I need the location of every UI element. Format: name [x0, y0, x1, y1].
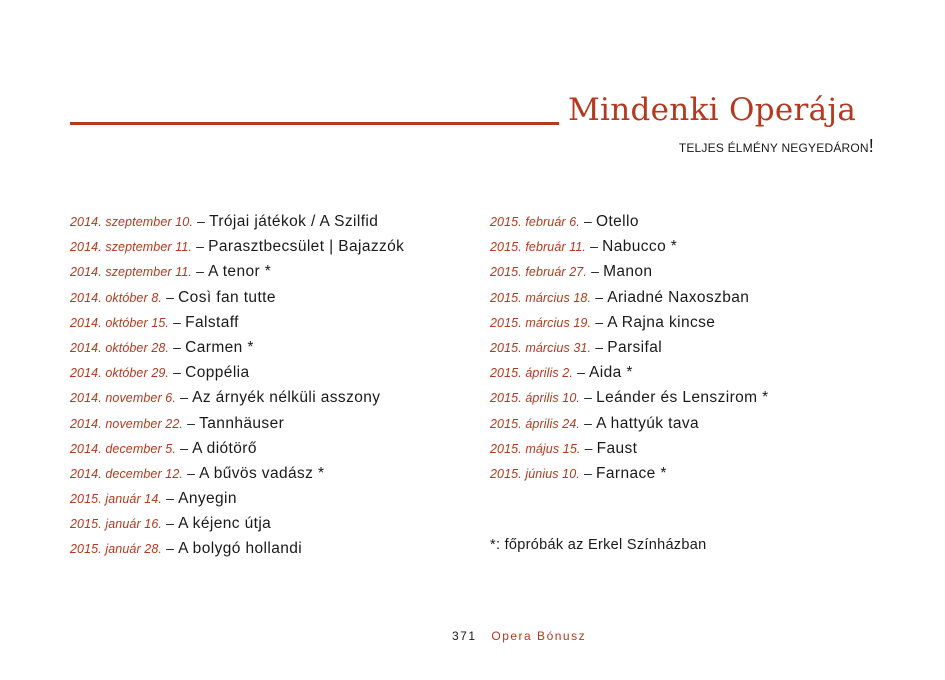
separator-dash: –	[166, 515, 174, 532]
separator-dash: –	[584, 414, 592, 431]
performance-title: Nabucco *	[602, 238, 678, 256]
performance-date: 2014. szeptember 10.	[70, 215, 193, 229]
performance-title: Tannhäuser	[199, 414, 285, 432]
schedule-item	[490, 236, 769, 261]
performance-date: 2014. szeptember 11.	[70, 240, 192, 255]
schedule-item	[70, 337, 404, 362]
performance-date: 2015. január 14.	[70, 492, 162, 507]
separator-dash: –	[595, 288, 604, 305]
performance-date: 2014. október 28.	[70, 340, 169, 355]
schedule-item	[70, 236, 404, 261]
performance-title: Falstaff	[185, 313, 239, 331]
schedule-item	[70, 438, 404, 463]
performance-title: A hattyúk tava	[596, 414, 700, 432]
separator-dash: –	[595, 313, 604, 330]
schedule-item	[490, 362, 769, 387]
performance-title: Farnace *	[596, 464, 667, 482]
separator-dash: –	[577, 364, 585, 381]
performance-title: Ariadné Naxoszban	[607, 288, 750, 306]
performance-title: Aida *	[589, 364, 633, 382]
performance-date: 2015. január 16.	[70, 517, 162, 532]
performance-date: 2014. szeptember 11.	[70, 265, 192, 280]
separator-dash: –	[196, 238, 204, 255]
performance-title: Az árnyék nélküli asszony	[192, 389, 381, 407]
separator-dash: –	[595, 338, 604, 355]
schedule-item	[70, 488, 404, 513]
performance-date: 2015. február 27.	[490, 265, 587, 280]
performance-date: 2015. május 15.	[490, 441, 581, 456]
separator-dash: –	[591, 263, 599, 280]
schedule-item	[70, 513, 404, 538]
performance-title: Parasztbecsület | Bajazzók	[208, 238, 405, 256]
performance-title: A Rajna kincse	[607, 313, 716, 331]
schedule-item	[490, 261, 769, 286]
performance-title: Trójai játékok / A Szilfid	[209, 213, 379, 230]
schedule-list-right	[490, 211, 769, 488]
schedule-item	[70, 387, 404, 412]
performance-title: Faust	[596, 439, 638, 457]
schedule-item	[490, 287, 769, 312]
performance-date: 2014. november 6.	[70, 391, 176, 406]
separator-dash: –	[166, 490, 174, 507]
separator-dash: –	[590, 238, 598, 255]
performance-date: 2015. február 6.	[490, 215, 580, 229]
performance-date: 2014. október 8.	[70, 290, 162, 305]
performance-title: Carmen *	[185, 338, 254, 356]
page-subtitle	[679, 136, 874, 157]
page-number: 371	[452, 629, 477, 643]
schedule-item	[70, 211, 404, 236]
separator-dash: –	[180, 439, 188, 456]
performance-date: 2014. december 5.	[70, 441, 176, 456]
footnote: *: főpróbák az Erkel Színházban	[490, 537, 707, 553]
schedule-item	[70, 312, 404, 337]
separator-dash: –	[166, 288, 174, 305]
separator-dash: –	[584, 464, 592, 481]
performance-title: A tenor *	[208, 263, 272, 281]
performance-date: 2015. január 28.	[70, 542, 162, 557]
performance-date: 2015. április 10.	[490, 391, 580, 406]
performance-date: 2014. október 29.	[70, 366, 169, 381]
separator-dash: –	[180, 389, 188, 406]
separator-dash: –	[197, 213, 205, 229]
separator-dash: –	[173, 338, 181, 355]
performance-date: 2015. június 10.	[490, 466, 580, 481]
separator-dash: –	[173, 313, 181, 330]
performance-title: Anyegin	[178, 490, 237, 508]
performance-title: A diótörő	[192, 439, 257, 457]
performance-title: Così fan tutte	[178, 288, 276, 306]
separator-dash: –	[187, 414, 195, 431]
schedule-item	[70, 362, 404, 387]
schedule-item	[70, 463, 404, 488]
header-rule	[70, 122, 559, 125]
performance-title: A bolygó hollandi	[178, 540, 303, 558]
performance-date: 2015. április 24.	[490, 416, 580, 431]
performance-title: Manon	[603, 263, 653, 281]
schedule-list-left	[70, 211, 404, 564]
schedule-item	[490, 337, 769, 362]
page-footer	[452, 629, 586, 643]
performance-date: 2014. október 15.	[70, 315, 169, 330]
performance-date: 2015. március 18.	[490, 290, 592, 305]
subtitle-mark: !	[868, 136, 874, 156]
performance-date: 2015. március 19.	[490, 315, 592, 330]
separator-dash: –	[166, 540, 174, 557]
performance-date: 2015. február 11.	[490, 240, 586, 255]
book-name: Opera Bónusz	[491, 629, 587, 643]
schedule-item	[490, 211, 769, 236]
performance-date: 2014. november 22.	[70, 416, 183, 431]
performance-date: 2015. április 2.	[490, 366, 573, 381]
performance-date: 2015. március 31.	[490, 340, 592, 355]
separator-dash: –	[196, 263, 204, 280]
page-title: Mindenki Operája	[568, 92, 857, 128]
separator-dash: –	[584, 389, 592, 406]
performance-date: 2014. december 12.	[70, 466, 183, 481]
performance-title: A bűvös vadász *	[199, 464, 325, 482]
schedule-item	[70, 538, 404, 563]
schedule-item	[490, 438, 769, 463]
performance-title: Otello	[596, 213, 639, 230]
schedule-item	[70, 413, 404, 438]
performance-title: Parsifal	[607, 338, 663, 356]
schedule-item	[70, 287, 404, 312]
performance-title: A kéjenc útja	[178, 515, 272, 533]
separator-dash: –	[173, 364, 181, 381]
schedule-item	[490, 463, 769, 488]
schedule-item	[490, 387, 769, 412]
separator-dash: –	[584, 213, 592, 229]
separator-dash: –	[584, 439, 593, 456]
schedule-item	[490, 312, 769, 337]
subtitle-text: TELJES ÉLMÉNY NEGYEDÁRON	[678, 141, 869, 155]
separator-dash: –	[187, 464, 195, 481]
performance-title: Coppélia	[185, 364, 250, 382]
performance-title: Leánder és Lenszirom *	[596, 389, 769, 407]
schedule-item	[70, 261, 404, 286]
schedule-item	[490, 413, 769, 438]
